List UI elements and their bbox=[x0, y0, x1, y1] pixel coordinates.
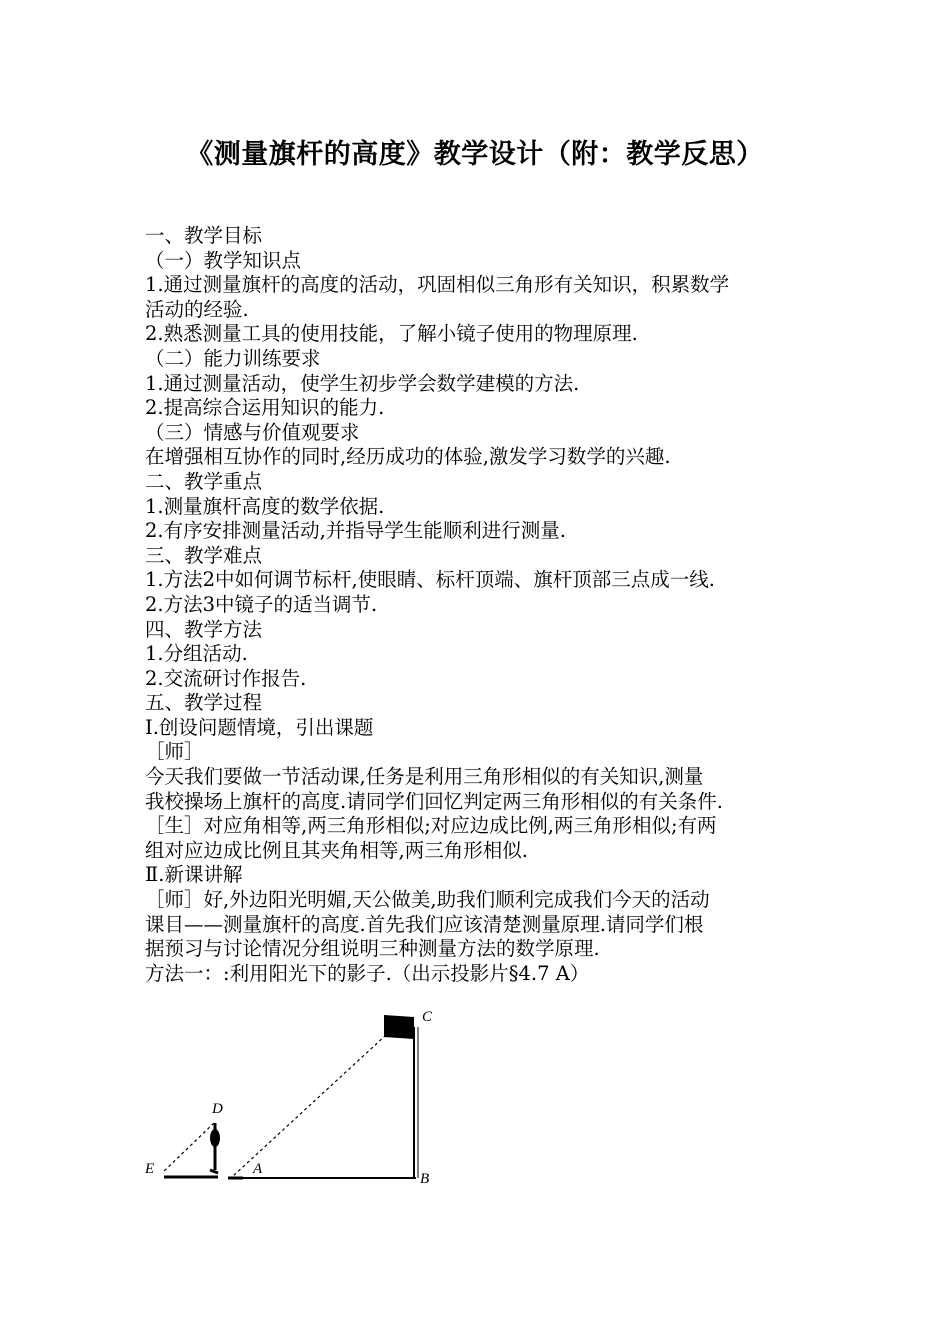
paragraph-line: 课目——测量旗杆的高度.首先我们应该清楚测量原理.请同学们根 bbox=[145, 912, 704, 936]
section-heading-process: 五、教学过程 bbox=[145, 691, 263, 715]
subheading-create-situation: Ⅰ.创设问题情境，引出课题 bbox=[145, 715, 374, 739]
paragraph-line: 组对应边成比例且其夹角相等,两三角形相似. bbox=[145, 838, 528, 862]
label-c: C bbox=[422, 1009, 433, 1025]
paragraph-line: 1.通过测量活动，使学生初步学会数学建模的方法. bbox=[145, 371, 580, 395]
speaker-teacher: ［师］ bbox=[145, 740, 204, 764]
paragraph-line: 2.有序安排测量活动,并指导学生能顺利进行测量. bbox=[145, 519, 567, 543]
paragraph-line: ［师］好,外边阳光明媚,天公做美,助我们顺利完成我们今天的活动 bbox=[145, 888, 710, 912]
sun-ray-flagpole bbox=[232, 1035, 386, 1177]
paragraph-line: 今天我们要做一节活动课,任务是利用三角形相似的有关知识,测量 bbox=[145, 765, 704, 789]
paragraph-line: 1.分组活动. bbox=[145, 642, 248, 666]
subheading-emotion-values: （三）情感与价值观要求 bbox=[145, 420, 360, 444]
paragraph-line: 据预习与讨论情况分组说明三种测量方法的数学原理. bbox=[145, 937, 600, 961]
paragraph-line: 1.通过测量旗杆的高度的活动，巩固相似三角形有关知识，积累数学 bbox=[145, 273, 730, 297]
section-heading-methods: 四、教学方法 bbox=[145, 617, 263, 641]
person-feet bbox=[210, 1170, 218, 1173]
paragraph-line: 1.方法2中如何调节标杆,使眼睛、标杆顶端、旗杆顶部三点成一线. bbox=[145, 568, 715, 592]
paragraph-line: 1.测量旗杆高度的数学依据. bbox=[145, 494, 385, 518]
paragraph-line: ［生］对应角相等,两三角形相似;对应边成比例,两三角形相似;有两 bbox=[145, 814, 717, 838]
paragraph-line: 我校操场上旗杆的高度.请同学们回忆判定两三角形相似的有关条件. bbox=[145, 789, 723, 813]
document-title: 《测量旗杆的高度》教学设计（附：教学反思） bbox=[186, 139, 764, 170]
label-d: D bbox=[212, 1101, 223, 1117]
paragraph-line: 活动的经验. bbox=[145, 297, 249, 321]
label-a: A bbox=[253, 1161, 263, 1177]
subheading-new-lesson: Ⅱ.新课讲解 bbox=[145, 863, 243, 887]
section-heading-objectives: 一、教学目标 bbox=[145, 224, 263, 247]
flag-shape bbox=[384, 1015, 414, 1039]
subheading-knowledge-points: （一）教学知识点 bbox=[145, 248, 302, 272]
paragraph-line: 2.交流研讨作报告. bbox=[145, 666, 307, 690]
subheading-ability-requirements: （二）能力训练要求 bbox=[145, 346, 321, 370]
section-heading-key-points: 二、教学重点 bbox=[145, 469, 263, 493]
paragraph-line: 2.提高综合运用知识的能力. bbox=[145, 396, 385, 420]
paragraph-line: 2.熟悉测量工具的使用技能，了解小镜子使用的物理原理. bbox=[145, 322, 638, 346]
label-b: B bbox=[420, 1171, 430, 1187]
sun-ray-person bbox=[162, 1123, 214, 1173]
flagpole-shadow-diagram bbox=[140, 1005, 460, 1195]
document-body bbox=[145, 224, 815, 986]
paragraph-line: 在增强相互协作的同时,经历成功的体验,激发学习数学的兴趣. bbox=[145, 445, 671, 469]
label-e: E bbox=[145, 1161, 155, 1177]
paragraph-line: 2.方法3中镜子的适当调节. bbox=[145, 592, 378, 616]
section-heading-difficulties: 三、教学难点 bbox=[145, 543, 263, 567]
paragraph-line: 方法一：:利用阳光下的影子.（出示投影片§4.7 A） bbox=[145, 961, 590, 985]
